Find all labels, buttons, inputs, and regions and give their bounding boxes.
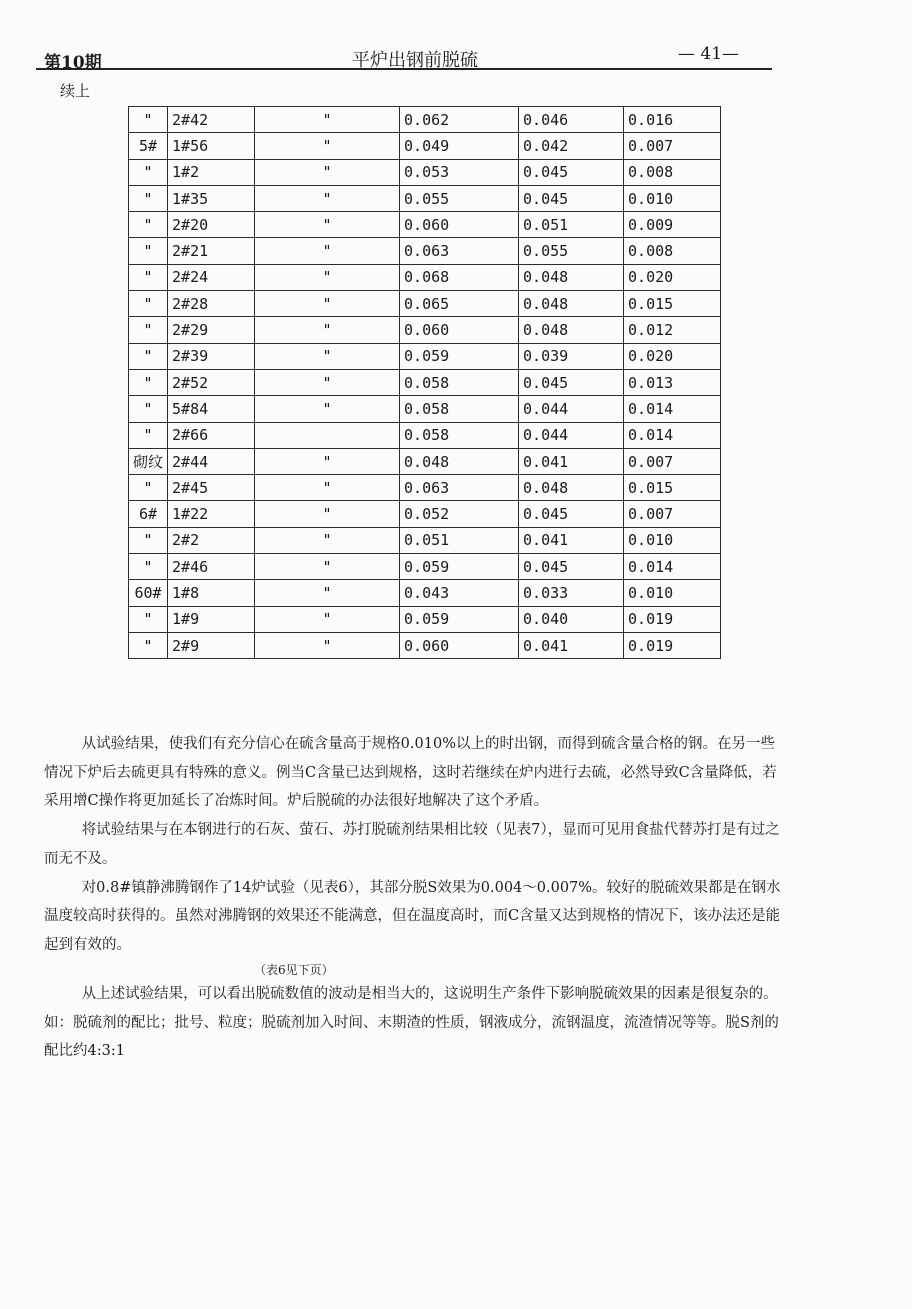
- value-b-cell: 0.041: [519, 527, 624, 553]
- value-c-cell: 0.008: [624, 238, 721, 264]
- row-group-cell: ": [129, 107, 168, 133]
- table-row: [129, 501, 721, 527]
- value-a-cell: 0.060: [400, 317, 519, 343]
- table-row: [129, 527, 721, 553]
- value-b-cell: 0.048: [519, 475, 624, 501]
- value-b-cell: 0.041: [519, 448, 624, 474]
- condition-cell: ": [255, 133, 400, 159]
- condition-cell: ": [255, 606, 400, 632]
- value-b-cell: 0.033: [519, 580, 624, 606]
- sample-id-cell: 2#21: [168, 238, 255, 264]
- paragraph-2: 将试验结果与在本钢进行的石灰、萤石、苏打脱硫剂结果相比较（见表7），显而可见用食盐代替苏打是有过之而无不及。: [44, 822, 780, 867]
- value-a-cell: 0.068: [400, 264, 519, 290]
- value-b-cell: 0.044: [519, 422, 624, 448]
- sample-id-cell: 2#52: [168, 369, 255, 395]
- row-group-cell: ": [129, 185, 168, 211]
- value-a-cell: 0.051: [400, 527, 519, 553]
- sample-id-cell: 2#29: [168, 317, 255, 343]
- row-group-cell: ": [129, 632, 168, 658]
- value-a-cell: 0.058: [400, 396, 519, 422]
- sample-id-cell: 1#22: [168, 501, 255, 527]
- table-row: [129, 396, 721, 422]
- sample-id-cell: 2#9: [168, 632, 255, 658]
- sample-id-cell: 2#20: [168, 212, 255, 238]
- value-a-cell: 0.048: [400, 448, 519, 474]
- value-a-cell: 0.060: [400, 212, 519, 238]
- paragraph-4: 从上述试验结果，可以看出脱硫数值的波动是相当大的，这说明生产条件下影响脱硫效果的因素是很复杂的。如：脱硫剂的配比；批号、粒度；脱硫剂加入时间、末期渣的性质，钢液成分，流钢温度，流渣情况等等。脱S剂的配比约4:3:1: [44, 986, 779, 1060]
- value-b-cell: 0.048: [519, 317, 624, 343]
- continued-label: 续上: [60, 82, 91, 100]
- value-c-cell: 0.016: [624, 107, 721, 133]
- value-b-cell: 0.040: [519, 606, 624, 632]
- value-c-cell: 0.019: [624, 606, 721, 632]
- value-a-cell: 0.053: [400, 159, 519, 185]
- sample-id-cell: 2#46: [168, 554, 255, 580]
- row-group-cell: ": [129, 554, 168, 580]
- sample-id-cell: 2#39: [168, 343, 255, 369]
- value-a-cell: 0.043: [400, 580, 519, 606]
- value-c-cell: 0.007: [624, 133, 721, 159]
- condition-cell: ": [255, 396, 400, 422]
- table-row: [129, 448, 721, 474]
- row-group-cell: ": [129, 369, 168, 395]
- value-c-cell: 0.007: [624, 448, 721, 474]
- table-row: [129, 212, 721, 238]
- condition-cell: ": [255, 107, 400, 133]
- sample-id-cell: 1#8: [168, 580, 255, 606]
- row-group-cell: ": [129, 317, 168, 343]
- row-group-cell: ": [129, 212, 168, 238]
- value-b-cell: 0.048: [519, 291, 624, 317]
- value-b-cell: 0.045: [519, 554, 624, 580]
- results-table: [128, 106, 721, 659]
- value-b-cell: 0.045: [519, 501, 624, 527]
- table-row: [129, 185, 721, 211]
- table-row: [129, 238, 721, 264]
- value-a-cell: 0.063: [400, 238, 519, 264]
- value-c-cell: 0.013: [624, 369, 721, 395]
- sample-id-cell: 2#44: [168, 448, 255, 474]
- condition-cell: ": [255, 632, 400, 658]
- value-a-cell: 0.065: [400, 291, 519, 317]
- sample-id-cell: 2#66: [168, 422, 255, 448]
- value-c-cell: 0.009: [624, 212, 721, 238]
- table-reference: （表6见下页）: [254, 962, 334, 977]
- sample-id-cell: 2#24: [168, 264, 255, 290]
- table-row: [129, 133, 721, 159]
- table-row: [129, 606, 721, 632]
- table-row: [129, 107, 721, 133]
- page-header: [0, 38, 912, 78]
- table-row: [129, 475, 721, 501]
- page-number: — 41—: [678, 44, 740, 64]
- row-group-cell: 5#: [129, 133, 168, 159]
- table-row: [129, 291, 721, 317]
- condition-cell: ": [255, 264, 400, 290]
- condition-cell: ": [255, 448, 400, 474]
- value-b-cell: 0.051: [519, 212, 624, 238]
- value-c-cell: 0.019: [624, 632, 721, 658]
- value-a-cell: 0.059: [400, 606, 519, 632]
- condition-cell: ": [255, 554, 400, 580]
- row-group-cell: ": [129, 396, 168, 422]
- value-c-cell: 0.020: [624, 343, 721, 369]
- row-group-cell: ": [129, 422, 168, 448]
- table-row: [129, 317, 721, 343]
- row-group-cell: ": [129, 606, 168, 632]
- value-c-cell: 0.010: [624, 580, 721, 606]
- sample-id-cell: 2#45: [168, 475, 255, 501]
- condition-cell: ": [255, 475, 400, 501]
- value-c-cell: 0.020: [624, 264, 721, 290]
- condition-cell: ": [255, 317, 400, 343]
- value-c-cell: 0.012: [624, 317, 721, 343]
- sample-id-cell: 2#28: [168, 291, 255, 317]
- value-b-cell: 0.039: [519, 343, 624, 369]
- value-a-cell: 0.063: [400, 475, 519, 501]
- row-group-cell: 6#: [129, 501, 168, 527]
- value-a-cell: 0.049: [400, 133, 519, 159]
- table-row: [129, 632, 721, 658]
- condition-cell: ": [255, 159, 400, 185]
- value-a-cell: 0.052: [400, 501, 519, 527]
- running-title: 平炉出钢前脱硫: [352, 50, 478, 71]
- condition-cell: [255, 422, 400, 448]
- sample-id-cell: 2#42: [168, 107, 255, 133]
- sample-id-cell: 1#35: [168, 185, 255, 211]
- condition-cell: ": [255, 501, 400, 527]
- sample-id-cell: 5#84: [168, 396, 255, 422]
- value-a-cell: 0.062: [400, 107, 519, 133]
- value-b-cell: 0.042: [519, 133, 624, 159]
- value-c-cell: 0.014: [624, 422, 721, 448]
- table-row: [129, 580, 721, 606]
- sample-id-cell: 1#9: [168, 606, 255, 632]
- row-group-cell: 60#: [129, 580, 168, 606]
- value-c-cell: 0.015: [624, 475, 721, 501]
- condition-cell: ": [255, 580, 400, 606]
- row-group-cell: ": [129, 475, 168, 501]
- condition-cell: ": [255, 291, 400, 317]
- value-c-cell: 0.010: [624, 185, 721, 211]
- paragraph-1: 从试验结果，使我们有充分信心在硫含量高于规格0.010%以上的时出钢，而得到硫含量合格的钢。在另一些情况下炉后去硫更具有特殊的意义。例当C含量已达到规格，这时若继续在炉内进行去硫，必然导致C含量降低，若采用增C操作将更加延长了冶炼时间。炉后脱硫的办法很好地解决了这个矛盾。: [44, 736, 777, 810]
- value-b-cell: 0.046: [519, 107, 624, 133]
- table-row: [129, 343, 721, 369]
- issue-number: 第10期: [44, 53, 102, 73]
- paragraph-3: 对0.8#镇静沸腾钢作了14炉试验（见表6），其部分脱S效果为0.004～0.007%。较好的脱硫效果都是在钢水温度较高时获得的。虽然对沸腾钢的效果还不能满意，但在温度高时，而C含量又达到规格的情况下，该办法还是能起到有效的。: [44, 879, 781, 953]
- sample-id-cell: 1#56: [168, 133, 255, 159]
- value-c-cell: 0.014: [624, 554, 721, 580]
- body-text: [44, 730, 784, 1066]
- condition-cell: ": [255, 527, 400, 553]
- table-row: [129, 422, 721, 448]
- table-row: [129, 264, 721, 290]
- row-group-cell: ": [129, 264, 168, 290]
- value-a-cell: 0.059: [400, 343, 519, 369]
- value-c-cell: 0.010: [624, 527, 721, 553]
- value-c-cell: 0.014: [624, 396, 721, 422]
- value-b-cell: 0.045: [519, 159, 624, 185]
- row-group-cell: 砌纹: [129, 448, 168, 474]
- value-c-cell: 0.015: [624, 291, 721, 317]
- value-b-cell: 0.055: [519, 238, 624, 264]
- condition-cell: ": [255, 185, 400, 211]
- table-row: [129, 369, 721, 395]
- header-rule: [36, 68, 772, 70]
- row-group-cell: ": [129, 291, 168, 317]
- condition-cell: ": [255, 238, 400, 264]
- table-row: [129, 159, 721, 185]
- value-c-cell: 0.007: [624, 501, 721, 527]
- value-b-cell: 0.048: [519, 264, 624, 290]
- value-a-cell: 0.058: [400, 369, 519, 395]
- row-group-cell: ": [129, 343, 168, 369]
- value-a-cell: 0.058: [400, 422, 519, 448]
- value-b-cell: 0.041: [519, 632, 624, 658]
- condition-cell: ": [255, 212, 400, 238]
- value-a-cell: 0.055: [400, 185, 519, 211]
- value-b-cell: 0.045: [519, 369, 624, 395]
- sample-id-cell: 1#2: [168, 159, 255, 185]
- condition-cell: ": [255, 369, 400, 395]
- row-group-cell: ": [129, 159, 168, 185]
- value-c-cell: 0.008: [624, 159, 721, 185]
- sample-id-cell: 2#2: [168, 527, 255, 553]
- row-group-cell: ": [129, 238, 168, 264]
- value-b-cell: 0.044: [519, 396, 624, 422]
- value-b-cell: 0.045: [519, 185, 624, 211]
- table-row: [129, 554, 721, 580]
- condition-cell: ": [255, 343, 400, 369]
- value-a-cell: 0.059: [400, 554, 519, 580]
- row-group-cell: ": [129, 527, 168, 553]
- value-a-cell: 0.060: [400, 632, 519, 658]
